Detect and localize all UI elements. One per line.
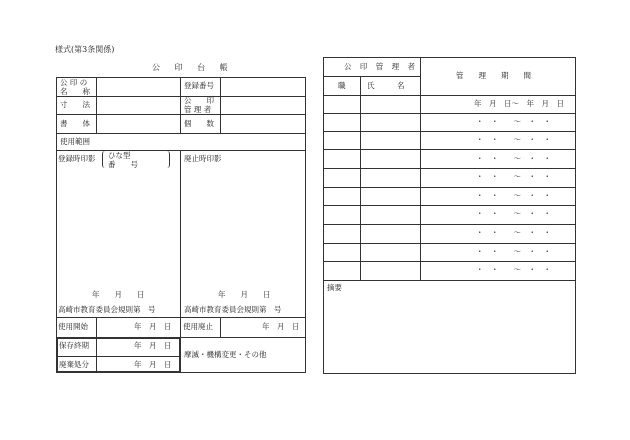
abolish-rule-text: 高崎市教育委員会規則第 号	[184, 305, 282, 314]
manager-header: 公 印 管 理 者	[344, 62, 419, 71]
period-columns: 年 月 日～ 年 月 日	[474, 99, 564, 108]
period-row: ・ ・ ～ ・ ・	[476, 265, 551, 274]
period-header: 管 理 期 間	[456, 71, 531, 80]
reason-label: 摩滅・機構変更・その他	[184, 350, 267, 359]
abolish-date: 年 月 日	[218, 290, 271, 299]
use-start-date: 年 月 日	[134, 322, 172, 331]
reg-date: 年 月 日	[92, 290, 145, 299]
use-start-label: 使用開始	[58, 322, 88, 331]
reg-impression-label: 登録時印影	[58, 154, 96, 163]
name-label-2: 名 称	[60, 87, 90, 96]
use-end-label: 使用廃止	[183, 322, 213, 331]
disposal-date: 年 月 日	[134, 360, 172, 369]
form-style-label: 様式(第3条関係)	[55, 45, 115, 54]
count-label: 個 数	[184, 119, 214, 128]
manager-label: 公 印	[184, 96, 214, 105]
period-row: ・ ・ ～ ・ ・	[476, 117, 551, 126]
period-row: ・ ・ ～ ・ ・	[476, 191, 551, 200]
hinagata-label: ひな型	[108, 151, 131, 160]
summary-label: 摘要	[327, 283, 342, 292]
post-label: 職	[338, 81, 346, 90]
period-row: ・ ・ ～ ・ ・	[476, 209, 551, 218]
hinagata-no-label: 番 号	[108, 160, 138, 169]
manager-name-label: 氏 名	[367, 81, 405, 90]
keep-end-label: 保存終期	[59, 341, 89, 350]
period-row: ・ ・ ～ ・ ・	[476, 172, 551, 181]
keep-end-date: 年 月 日	[134, 341, 172, 350]
period-row: ・ ・ ～ ・ ・	[476, 228, 551, 237]
use-end-date: 年 月 日	[262, 322, 300, 331]
abolish-impression-label: 廃止時印影	[184, 154, 222, 163]
disposal-label: 廃棄処分	[59, 360, 89, 369]
reg-rule-text: 高崎市教育委員会規則第 号	[58, 305, 156, 314]
period-row: ・ ・ ～ ・ ・	[476, 247, 551, 256]
size-label: 寸 法	[60, 100, 90, 109]
reg-no-label: 登録番号	[184, 81, 214, 90]
name-label: 公 印 の	[60, 78, 88, 87]
scope-label: 使用範囲	[60, 137, 90, 146]
ledger-title: 公 印 台 帳	[152, 63, 234, 72]
manager-label-2: 管 理 者	[184, 105, 212, 114]
period-row: ・ ・ ～ ・ ・	[476, 154, 551, 163]
font-label: 書 体	[60, 119, 90, 128]
period-row: ・ ・ ～ ・ ・	[476, 135, 551, 144]
